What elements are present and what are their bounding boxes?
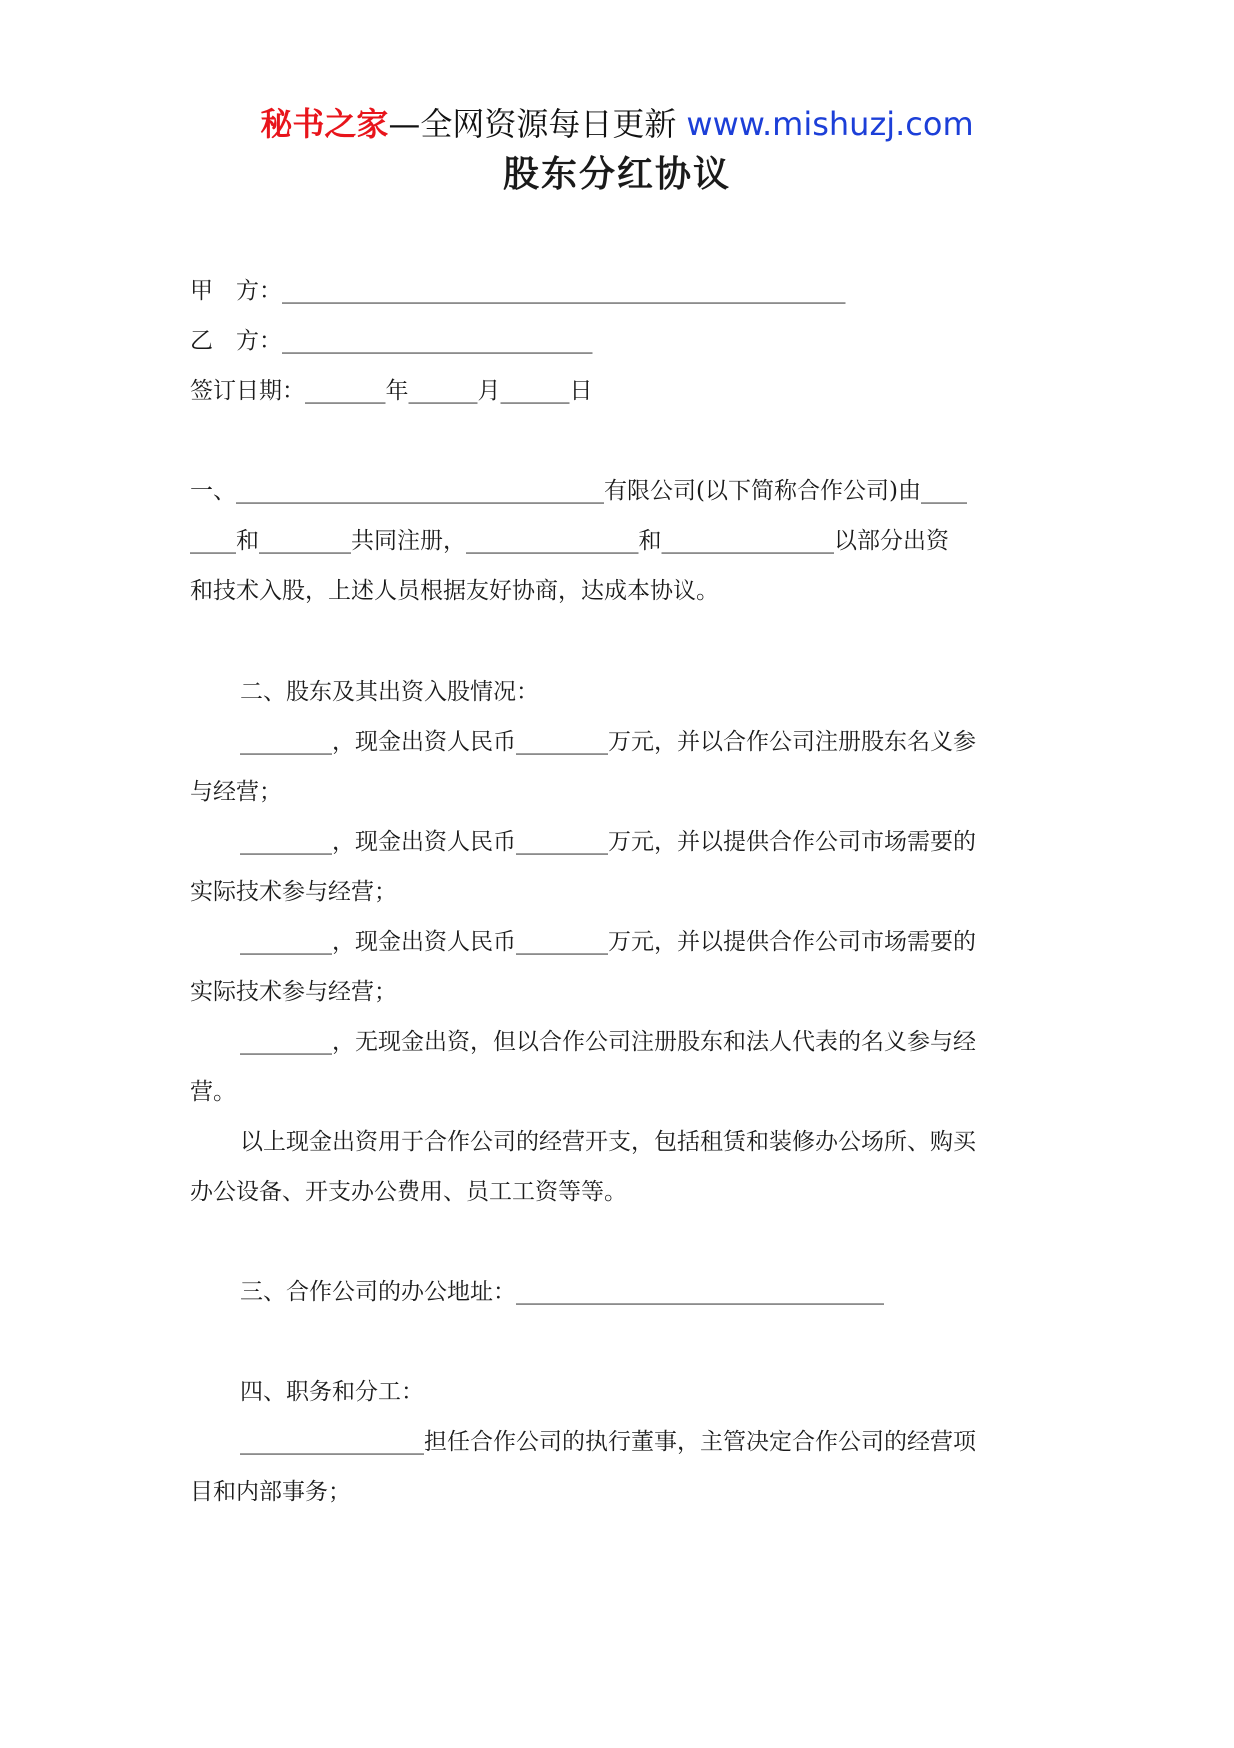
section-2-p2-line-1: ________，现金出资人民币________万元，并以提供合作公司市场需要的 bbox=[240, 829, 976, 855]
party-a-line: 甲 方：_________________________________________________ bbox=[190, 278, 846, 304]
party-b-line: 乙 方：___________________________ bbox=[190, 328, 593, 354]
site-banner bbox=[0, 100, 1234, 148]
sign-date-line: 签订日期：_______年______月______日 bbox=[190, 378, 593, 404]
document-title: 股东分红协议 bbox=[502, 153, 731, 195]
section-2-p5-line-1: 以上现金出资用于合作公司的经营开支，包括租赁和装修办公场所、购买 bbox=[240, 1129, 976, 1155]
section-4-p1-line-1: ________________担任合作公司的执行董事，主管决定合作公司的经营项 bbox=[240, 1429, 976, 1455]
site-url[interactable]: www.mishuzj.com bbox=[686, 105, 974, 143]
section-1-line-3: 和技术入股，上述人员根据友好协商，达成本协议。 bbox=[190, 578, 719, 604]
section-1-line-1: 一、________________________________有限公司(以下简称合作公司)由____ bbox=[190, 478, 967, 504]
section-2-p4-line-1: ________，无现金出资，但以合作公司注册股东和法人代表的名义参与经 bbox=[240, 1029, 976, 1055]
section-4-heading: 四、职务和分工： bbox=[240, 1379, 424, 1405]
section-4-p1-line-2: 目和内部事务； bbox=[190, 1479, 351, 1505]
section-3-line: 三、合作公司的办公地址：________________________________ bbox=[240, 1279, 884, 1305]
section-2-p1-line-2: 与经营； bbox=[190, 779, 282, 805]
section-2-heading: 二、股东及其出资入股情况： bbox=[240, 679, 539, 705]
section-2-p3-line-1: ________，现金出资人民币________万元，并以提供合作公司市场需要的 bbox=[240, 929, 976, 955]
banner-tagline: —全网资源每日更新 bbox=[388, 105, 677, 143]
section-2-p1-line-1: ________，现金出资人民币________万元，并以合作公司注册股东名义参 bbox=[240, 729, 976, 755]
section-2-p5-line-2: 办公设备、开支办公费用、员工工资等等。 bbox=[190, 1179, 627, 1205]
section-2-p2-line-2: 实际技术参与经营； bbox=[190, 879, 397, 905]
brand-name: 秘书之家 bbox=[260, 105, 389, 143]
section-2-p3-line-2: 实际技术参与经营； bbox=[190, 979, 397, 1005]
section-2-p4-line-2: 营。 bbox=[190, 1079, 236, 1105]
section-1-line-2: ____和________共同注册，_______________和_______________以部分出资 bbox=[190, 528, 949, 554]
